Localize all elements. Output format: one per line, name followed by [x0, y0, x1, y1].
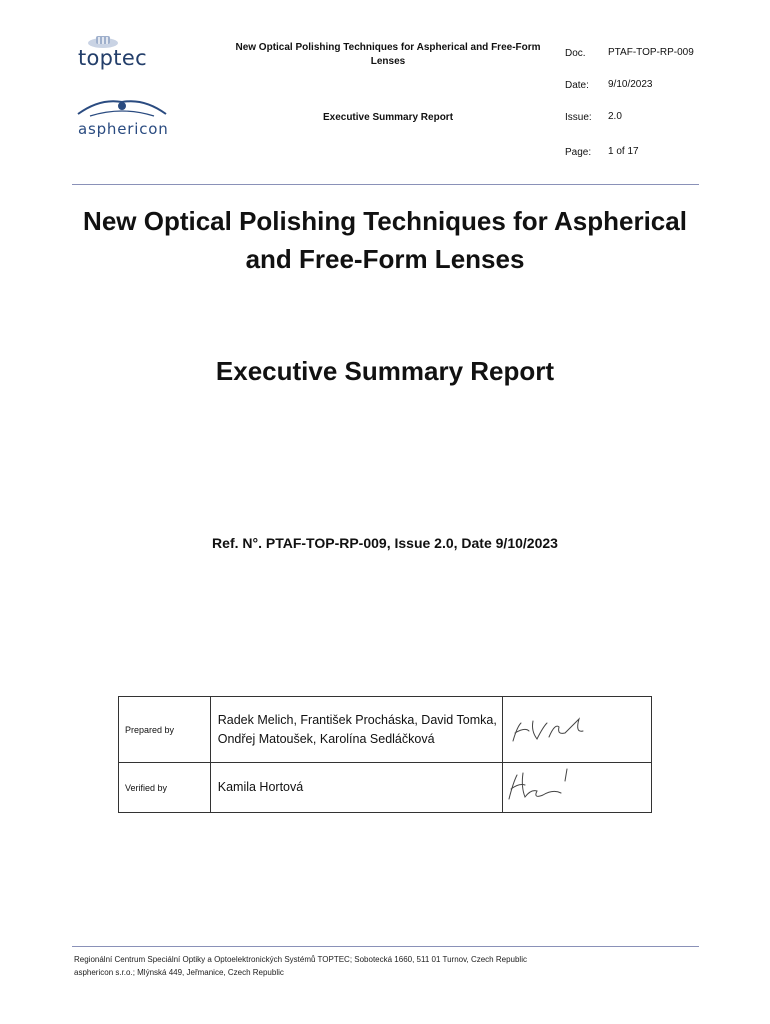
- table-row: [119, 697, 652, 763]
- asphericon-lens-icon: [76, 92, 168, 122]
- asphericon-logo: [76, 92, 168, 140]
- prepared-by-signature: [502, 697, 651, 763]
- date-value: 9/10/2023: [608, 79, 653, 90]
- reference-line: Ref. N°. PTAF-TOP-RP-009, Issue 2.0, Date 9/10/2023: [212, 535, 558, 551]
- table-row: [119, 763, 652, 813]
- date-label: Date:: [565, 80, 589, 91]
- signature-icon: [503, 763, 651, 807]
- doc-label: Doc.: [565, 48, 586, 59]
- page-label: Page:: [565, 147, 592, 158]
- footer-line-1: Regionální Centrum Speciální Optiky a Optoelektronických Systémů TOPTEC; Sobotecká 1660, 511 01 Turnov, Czech Republic: [74, 955, 527, 964]
- footer-line-2: asphericon s.r.o.; Mlýnská 449, Jeřmanice, Czech Republic: [74, 968, 284, 977]
- doc-value: PTAF-TOP-RP-009: [608, 47, 694, 58]
- report-title: Executive Summary Report: [215, 356, 555, 386]
- toptec-logo: [78, 34, 158, 74]
- footer-divider: [72, 946, 699, 947]
- toptec-logo-text: toptec: [78, 46, 147, 70]
- signature-icon: [503, 697, 651, 757]
- header-title: New Optical Polishing Techniques for Aspherical and Free-Form Lenses: [235, 42, 541, 67]
- issue-label: Issue:: [565, 112, 592, 123]
- footer: [74, 953, 527, 979]
- header-divider: [72, 184, 699, 185]
- prepared-by-label: Prepared by: [119, 697, 211, 763]
- header-subtitle: Executive Summary Report: [322, 112, 454, 123]
- verified-by-signature: [502, 763, 651, 813]
- signature-table: [118, 696, 652, 813]
- verified-by-label: Verified by: [119, 763, 211, 813]
- asphericon-logo-text: asphericon: [78, 120, 169, 138]
- prepared-by-names: Radek Melich, František Procháska, David Tomka, Ondřej Matoušek, Karolína Sedláčková: [210, 697, 502, 763]
- verified-by-names: Kamila Hortová: [210, 763, 502, 813]
- document-title: New Optical Polishing Techniques for Aspherical and Free-Form Lenses: [83, 206, 687, 274]
- page-value: 1 of 17: [608, 146, 639, 157]
- issue-value: 2.0: [608, 111, 622, 122]
